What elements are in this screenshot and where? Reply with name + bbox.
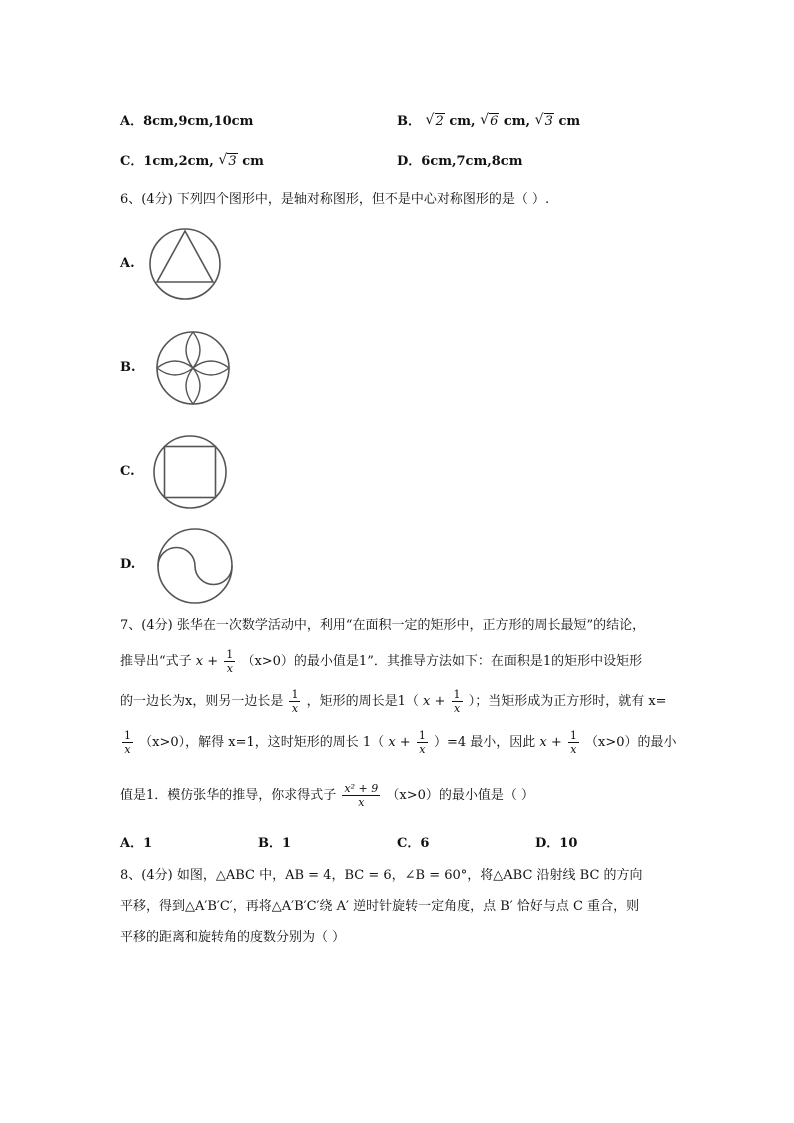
q5-option-b-label: B． [397,114,421,129]
q6-label-c: C. [120,464,135,479]
q7-line-3: 的一边长为x，则另一边长是 $\frac{1}{x}$ ，矩形的周长是1（ x + $\frac{1}{x}$ ）；当矩形成为正方形时，就有 x= [120,688,667,715]
circle-inscribed-triangle-icon [148,227,222,301]
q7-line-5: 值是1．模仿张华的推导，你求得式子 $\frac{\text{x² + 9}}{x}$ （x>0）的最小值是（ ） [120,782,535,809]
fraction-1-over-x: $\frac{1}{x}$ [453,688,461,715]
q7-line-2: 推导出“式子 x + $\frac{1}{x}$ （x>0）的最小值是1”．其推导方法如下：在面积是1的矩形中设矩形 [120,648,643,675]
q5-option-a: A．8cm,9cm,10cm [120,114,254,129]
q5-option-c: C．1cm,2cm, √ 3 cm [120,150,264,169]
sqrt-3: √ 3 [535,114,554,129]
q7-option-b: B．1 [258,836,292,851]
yin-yang-circle-icon [156,527,234,605]
circle-inscribed-square-icon [152,434,228,510]
q7-option-a: A．1 [120,836,153,851]
q7-line-4: $\frac{1}{x}$ （x>0），解得 x=1，这时矩形的周长 1（ x + $\frac{1}{x}$ ）=4 最小，因此 x + $\frac{1}{x}$ （x>0）的最小 [124,729,677,756]
fraction-1-over-x: $\frac{1}{x}$ [291,688,299,715]
sqrt-2: √ 2 [426,114,445,129]
q8-line-1: 8、(4分) 如图，△ABC 中，AB = 4，BC = 6，∠B = 60°，将△ABC 沿射线 BC 的方向 [120,868,643,883]
q6-label-b: B. [120,360,136,375]
circle-four-petal-icon [155,330,231,406]
q6-label-a: A. [120,256,135,271]
fraction-1-over-x: $\frac{1}{x}$ [226,648,234,675]
fraction-1-over-x: $\frac{1}{x}$ [569,729,577,756]
fraction-1-over-x: $\frac{1}{x}$ [124,729,131,756]
q5-option-b: B． √ 2 cm, √ 6 cm, √ 3 cm [397,110,580,129]
q7-option-d: D．10 [535,836,578,851]
q5-option-d: D．6cm,7cm,8cm [397,154,523,169]
sqrt-6: √ 6 [480,114,499,129]
q7-line-1: 7、(4分) 张华在一次数学活动中，利用“在面积一定的矩形中，正方形的周长最短”的结论， [120,618,646,633]
fraction-x2-plus-9-over-x: $\frac{\text{x² + 9}}{x}$ [344,782,379,809]
q6-stem: 6、(4分) 下列四个图形中，是轴对称图形，但不是中心对称图形的是（ ）. [120,192,550,207]
fraction-1-over-x: $\frac{1}{x}$ [418,729,426,756]
q7-option-c: C．6 [397,836,430,851]
sqrt-3-c: √ 3 [218,154,237,169]
q6-label-d: D. [120,557,136,572]
q8-line-3: 平移的距离和旋转角的度数分别为（ ） [120,930,346,945]
q8-line-2: 平移，得到△A′B′C′，再将△A′B′C′绕 A′ 逆时针旋转一定角度，点 B′ 恰好与点 C 重合，则 [120,899,640,914]
